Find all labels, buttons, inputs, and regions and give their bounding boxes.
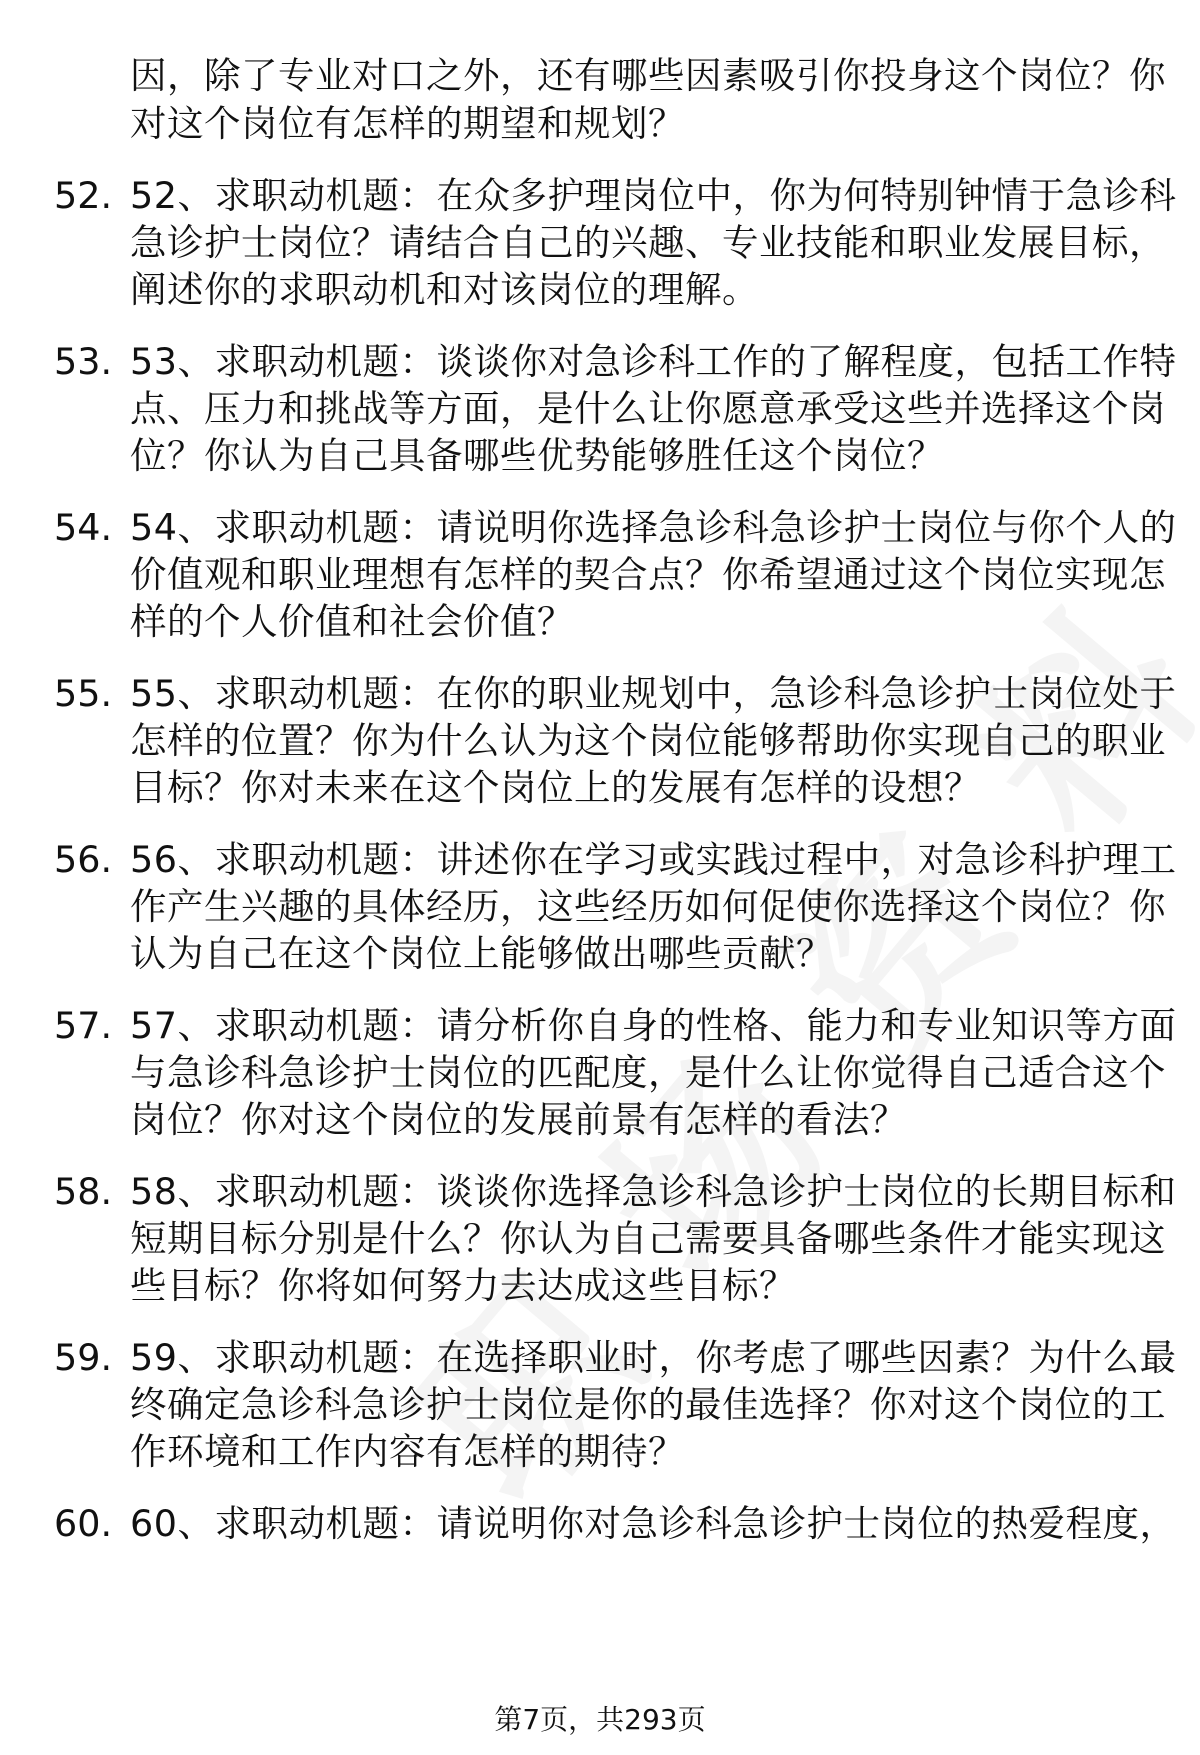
question-line: 56、求职动机题：讲述你在学习或实践过程中，对急诊科护理工 (130, 838, 1177, 881)
question-line: 怎样的位置？你为什么认为这个岗位能够帮助你实现自己的职业 (130, 719, 1166, 762)
question-line: 52、求职动机题：在众多护理岗位中，你为何特别钟情于急诊科 (130, 174, 1177, 217)
question-line: 短期目标分别是什么？你认为自己需要具备哪些条件才能实现这 (130, 1217, 1166, 1260)
question-line: 岗位？你对这个岗位的发展前景有怎样的看法？ (130, 1098, 907, 1141)
question-line: 作产生兴趣的具体经历，这些经历如何促使你选择这个岗位？你 (130, 885, 1166, 928)
question-line: 58、求职动机题：谈谈你选择急诊科急诊护士岗位的长期目标和 (130, 1170, 1177, 1213)
question-line: 57、求职动机题：请分析你自身的性格、能力和专业知识等方面 (130, 1004, 1177, 1047)
list-number: 56. (54, 838, 113, 881)
question-line: 样的个人价值和社会价值？ (130, 600, 574, 643)
question-line: 53、求职动机题：谈谈你对急诊科工作的了解程度，包括工作特 (130, 340, 1177, 383)
question-line: 些目标？你将如何努力去达成这些目标？ (130, 1264, 796, 1307)
question-line: 价值观和职业理想有怎样的契合点？你希望通过这个岗位实现怎 (130, 553, 1166, 596)
question-line: 与急诊科急诊护士岗位的匹配度，是什么让你觉得自己适合这个 (130, 1051, 1166, 1094)
question-line: 目标？你对未来在这个岗位上的发展有怎样的设想？ (130, 766, 981, 809)
list-number: 57. (54, 1004, 113, 1047)
question-line: 阐述你的求职动机和对该岗位的理解。 (130, 268, 759, 311)
question-line: 59、求职动机题：在选择职业时，你考虑了哪些因素？为什么最 (130, 1336, 1177, 1379)
question-line: 55、求职动机题：在你的职业规划中，急诊科急诊护士岗位处于 (130, 672, 1177, 715)
list-number: 53. (54, 340, 113, 383)
question-line: 作环境和工作内容有怎样的期待？ (130, 1430, 685, 1473)
list-number: 59. (54, 1336, 113, 1379)
intro-line: 因，除了专业对口之外，还有哪些因素吸引你投身这个岗位？你 (130, 54, 1166, 97)
page-footer: 第7页，共293页 (494, 1703, 706, 1736)
list-number: 54. (54, 506, 113, 549)
question-line: 急诊护士岗位？请结合自己的兴趣、专业技能和职业发展目标， (130, 221, 1166, 264)
question-line: 终确定急诊科急诊护士岗位是你的最佳选择？你对这个岗位的工 (130, 1383, 1166, 1426)
list-number: 55. (54, 672, 113, 715)
intro-line: 对这个岗位有怎样的期望和规划？ (130, 102, 685, 145)
list-number: 52. (54, 174, 113, 217)
list-number: 60. (54, 1502, 113, 1545)
question-line: 位？你认为自己具备哪些优势能够胜任这个岗位？ (130, 434, 944, 477)
question-line: 点、压力和挑战等方面，是什么让你愿意承受这些并选择这个岗 (130, 387, 1166, 430)
question-line: 认为自己在这个岗位上能够做出哪些贡献？ (130, 932, 833, 975)
question-line: 60、求职动机题：请说明你对急诊科急诊护士岗位的热爱程度， (130, 1502, 1177, 1545)
list-number: 58. (54, 1170, 113, 1213)
question-line: 54、求职动机题：请说明你选择急诊科急诊护士岗位与你个人的 (130, 506, 1177, 549)
